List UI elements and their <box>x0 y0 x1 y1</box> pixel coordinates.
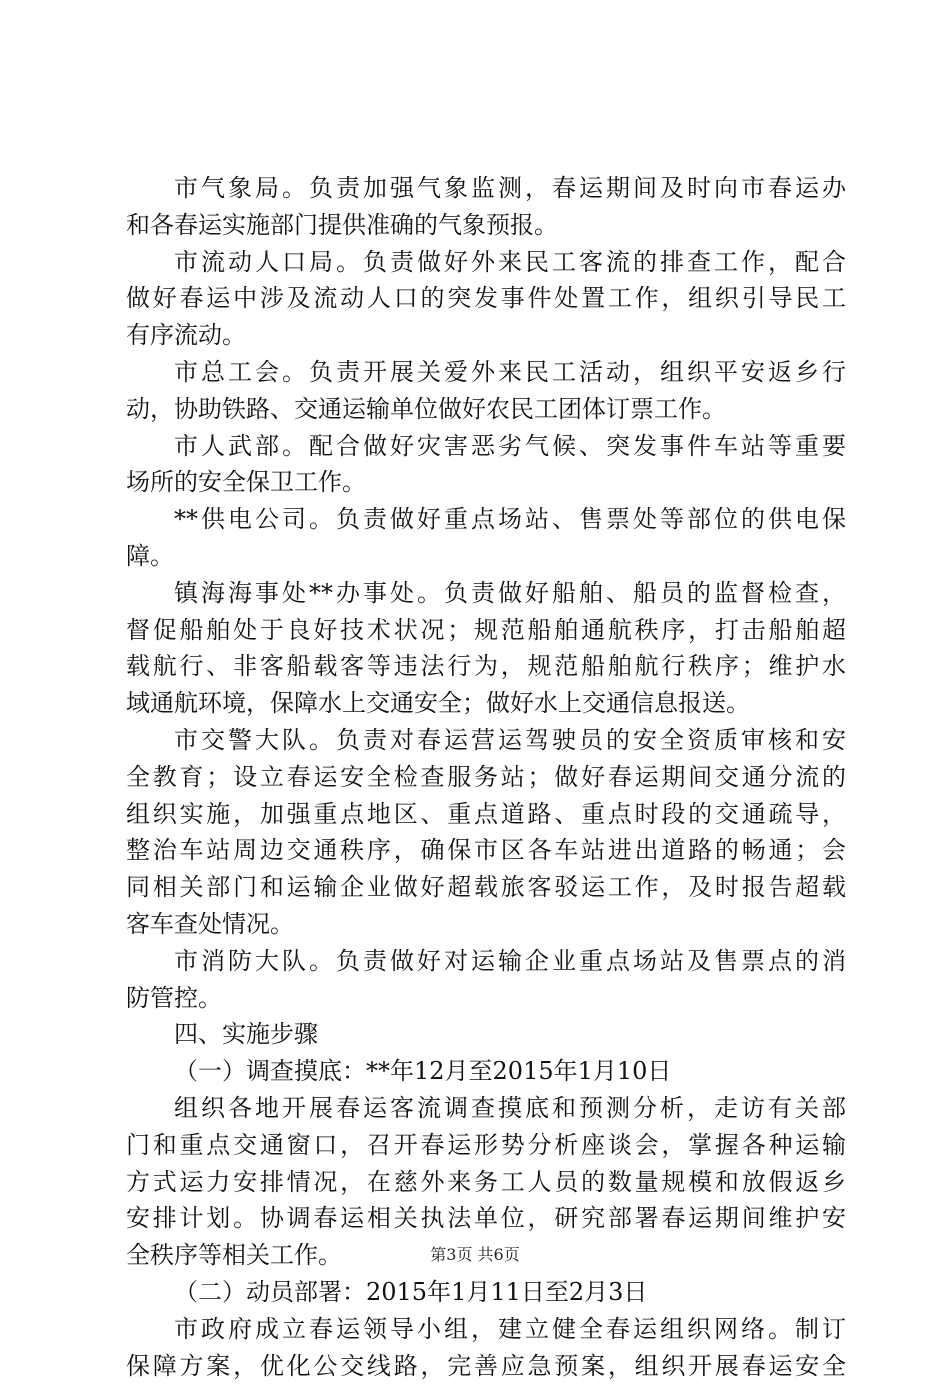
paragraph-line: 督促船舶处于良好技术状况；规范船舶通航秩序，打击船舶超 <box>126 612 846 649</box>
paragraph-line: 市气象局。负责加强气象监测，春运期间及时向市春运办 <box>126 170 846 207</box>
paragraph-line: 有序流动。 <box>126 317 846 354</box>
paragraph-line: 市流动人口局。负责做好外来民工客流的排查工作，配合 <box>126 244 846 281</box>
paragraph-line: 方式运力安排情况，在慈外来务工人员的数量规模和放假返乡 <box>126 1164 846 1201</box>
paragraph-line: 域通航环境，保障水上交通安全；做好水上交通信息报送。 <box>126 685 846 722</box>
paragraph-line: 全秩序等相关工作。 <box>126 1237 846 1274</box>
paragraph-line: 市交警大队。负责对春运营运驾驶员的安全资质审核和安 <box>126 722 846 759</box>
paragraph-line: 做好春运中涉及流动人口的突发事件处置工作，组织引导民工 <box>126 280 846 317</box>
document-body <box>126 170 846 1384</box>
paragraph-line: 全教育；设立春运安全检查服务站；做好春运期间交通分流的 <box>126 759 846 796</box>
paragraph-line: **供电公司。负责做好重点场站、售票处等部位的供电保 <box>126 501 846 538</box>
paragraph-line: 载航行、非客船载客等违法行为，规范船舶航行秩序；维护水 <box>126 648 846 685</box>
paragraph-line: 市人武部。配合做好灾害恶劣气候、突发事件车站等重要 <box>126 428 846 465</box>
paragraph-line: 安排计划。协调春运相关执法单位，研究部署春运期间维护安 <box>126 1200 846 1237</box>
paragraph-line: 动，协助铁路、交通运输单位做好农民工团体订票工作。 <box>126 391 846 428</box>
paragraph-line: 市政府成立春运领导小组，建立健全春运组织网络。制订 <box>126 1311 846 1348</box>
paragraph-line: 障。 <box>126 538 846 575</box>
paragraph-line: 场所的安全保卫工作。 <box>126 464 846 501</box>
paragraph-line: 组织实施，加强重点地区、重点道路、重点时段的交通疏导， <box>126 796 846 833</box>
paragraph-line: 整治车站周边交通秩序，确保市区各车站进出道路的畅通；会 <box>126 832 846 869</box>
paragraph-line: 组织各地开展春运客流调查摸底和预测分析，走访有关部 <box>126 1090 846 1127</box>
paragraph-line: 市总工会。负责开展关爱外来民工活动，组织平安返乡行 <box>126 354 846 391</box>
paragraph-line: 同相关部门和运输企业做好超载旅客驳运工作，及时报告超载 <box>126 869 846 906</box>
paragraph-line: 市消防大队。负责做好对运输企业重点场站及售票点的消 <box>126 943 846 980</box>
paragraph-line: 镇海海事处**办事处。负责做好船舶、船员的监督检查， <box>126 575 846 612</box>
subsection-heading: （二）动员部署：2015年1月11日至2月3日 <box>126 1274 846 1311</box>
paragraph-line: 防管控。 <box>126 980 846 1017</box>
paragraph-line: 保障方案，优化公交线路，完善应急预案，组织开展春运安全 <box>126 1348 846 1384</box>
subsection-heading: （一）调查摸底：**年12月至2015年1月10日 <box>126 1053 846 1090</box>
paragraph-line: 和各春运实施部门提供准确的气象预报。 <box>126 207 846 244</box>
page-number-footer: 第3页 共6页 <box>0 1242 950 1265</box>
paragraph-line: 门和重点交通窗口，召开春运形势分析座谈会，掌握各种运输 <box>126 1127 846 1164</box>
paragraph-line: 客车查处情况。 <box>126 906 846 943</box>
section-heading: 四、实施步骤 <box>126 1016 846 1053</box>
